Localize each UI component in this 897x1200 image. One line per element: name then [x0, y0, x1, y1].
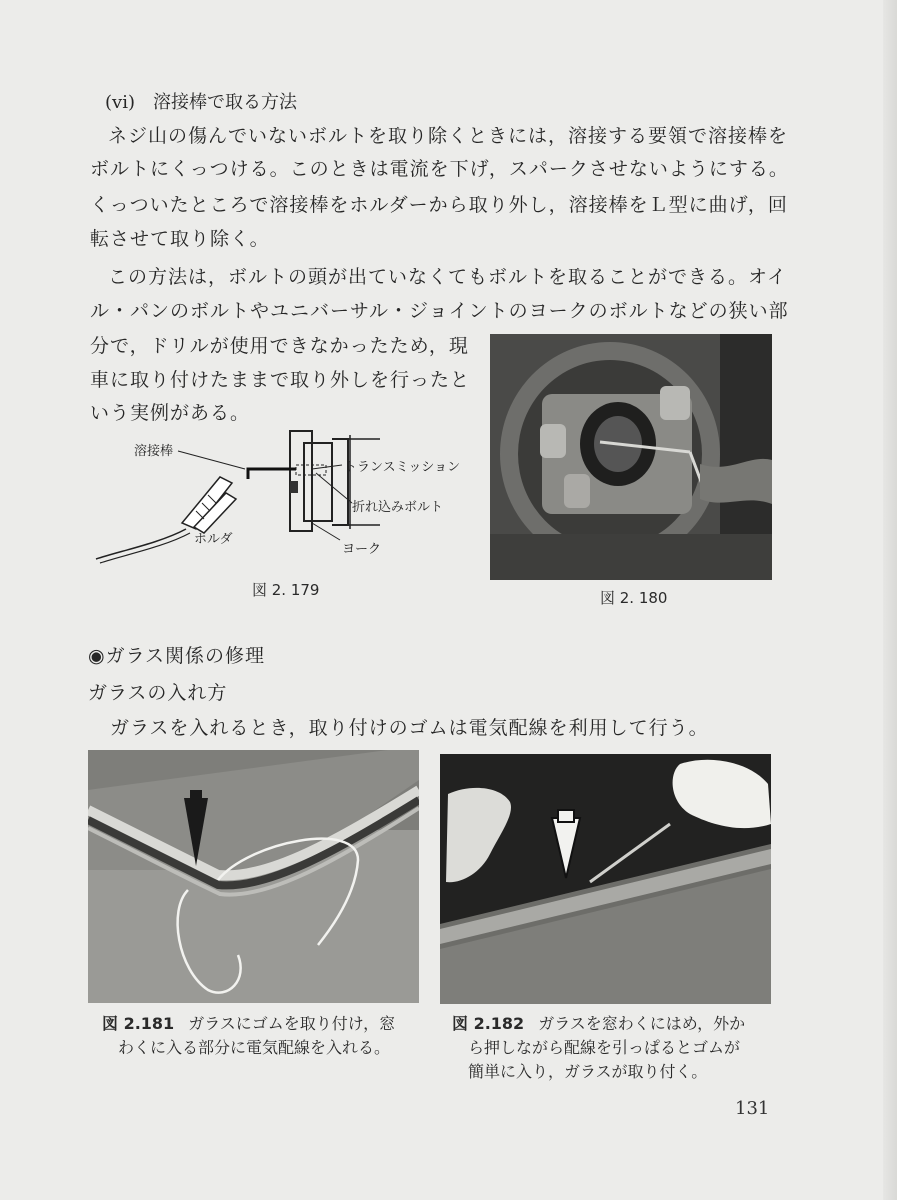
paragraph1-line4: 転させて取り除く。 [90, 228, 270, 250]
figure-181-caption-line1: ガラスにゴムを取り付け，窓 [188, 1014, 396, 1033]
figure-182-number: 図 2.182 [452, 1014, 525, 1033]
figure-182-caption-line3: 簡単に入り，ガラスが取り付く。 [468, 1062, 708, 1081]
label-yoke: ヨーク [342, 542, 382, 557]
figure-181-caption-line2: わくに入る部分に電気配線を入れる。 [118, 1038, 391, 1057]
figure-182-photo [440, 754, 771, 1004]
figure-181-caption [102, 1012, 395, 1060]
page-edge-shadow [883, 0, 897, 1200]
glass-paragraph: ガラスを入れるとき，取り付けのゴムは電気配線を利用して行う。 [110, 717, 709, 739]
welding-rod [248, 469, 296, 479]
label-welding-rod: 溶接棒 [134, 444, 174, 459]
bolt-head [290, 481, 298, 493]
figure-180-label: 図 2. 180 [600, 589, 668, 607]
glass-subtitle: ガラスの入れ方 [88, 682, 228, 704]
rod-leader [178, 451, 245, 469]
welding-rod-diagram [90, 425, 480, 575]
figure-182-caption [452, 1012, 745, 1084]
paragraph2-line5: いう実例がある。 [90, 402, 251, 424]
paragraph2-line1: この方法は，ボルトの頭が出ていなくてもボルトを取ることができる。オイ [108, 266, 788, 288]
paragraph1-line1: ネジ山の傷んでいないボルトを取り除くときには，溶接する要領で溶接棒を [108, 125, 789, 147]
section-heading: (vi) 溶接棒で取る方法 [105, 92, 297, 113]
bolt-leader [316, 473, 352, 503]
paragraph2-line3: 分で，ドリルが使用できなかったため，現 [90, 335, 469, 357]
figure-179-label: 図 2. 179 [252, 581, 320, 599]
figure-182-caption-line2: ら押しながら配線を引っぱるとゴムが [468, 1038, 741, 1057]
label-holder: ホルダ [194, 532, 233, 547]
transmission-housing [332, 439, 348, 525]
figure-181-photo [88, 750, 419, 1003]
figure-180-photo [490, 334, 772, 580]
page-number: 131 [735, 1098, 770, 1119]
figure-182-caption-line1: ガラスを窓わくにはめ，外か [538, 1014, 746, 1033]
welding-holder [182, 477, 236, 533]
label-broken-bolt: 折れ込みボルト [352, 500, 444, 515]
yoke-body [304, 443, 332, 521]
paragraph2-line4: 車に取り付けたままで取り外しを行ったと [90, 369, 471, 391]
glass-section-title: ◉ガラス関係の修理 [88, 645, 266, 667]
figure-181-number: 図 2.181 [102, 1014, 175, 1033]
paragraph2-line2: ル・パンのボルトやユニバーサル・ジョイントのヨークのボルトなどの狭い部 [90, 300, 789, 322]
label-transmission: トランスミッション [344, 460, 461, 475]
paragraph1-line3: くっついたところで溶接棒をホルダーから取り外し，溶接棒をＬ型に曲げ，回 [90, 194, 788, 216]
holder-cable [96, 529, 186, 559]
paragraph1-line2: ボルトにくっつける。このときは電流を下げ，スパークさせないようにする。 [90, 158, 789, 180]
